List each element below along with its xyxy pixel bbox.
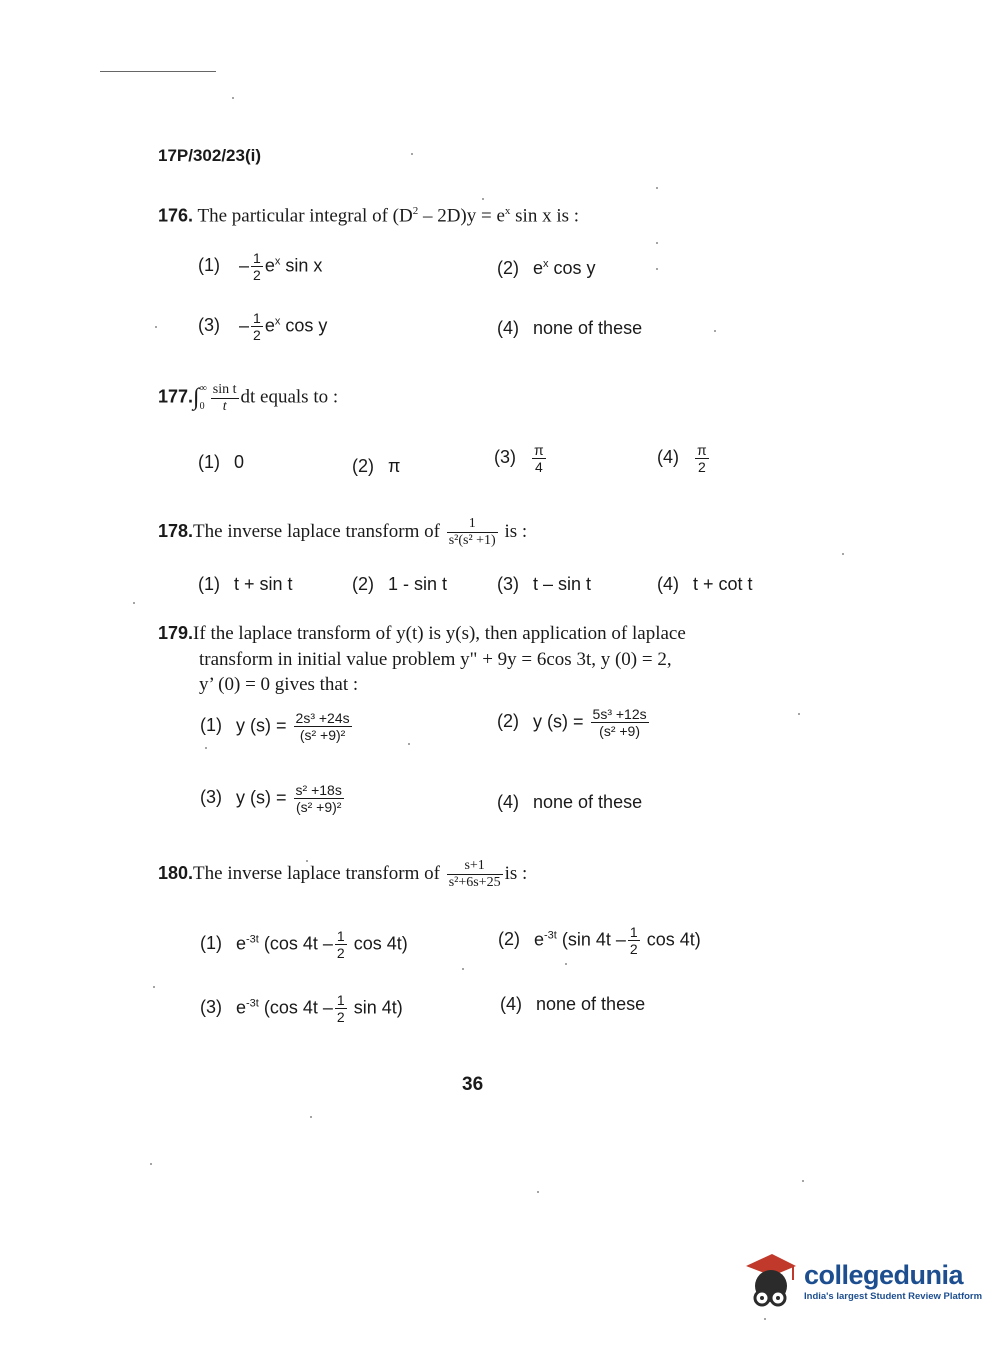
question-number: 178. <box>158 520 194 541</box>
question-176: 176. The particular integral of $(D^2 - 2D)y = e^x$ sin x is : <box>158 205 580 227</box>
option-179-4: (4) none of these <box>497 792 643 812</box>
option-177-4: (4) $\frac{\pi}{2}$ <box>657 442 707 475</box>
option-177-3: (3) $\frac{\pi}{4}$ <box>494 442 544 475</box>
brand-name: collegedunia <box>804 1260 964 1290</box>
option-180-3: (3) $e^{-3t}$ (cos 4t – $\frac{1}{2}$ sin 4t) <box>200 992 403 1025</box>
option-180-4: (4) none of these <box>500 994 646 1014</box>
collegedunia-watermark <box>742 1252 982 1310</box>
question-text: The particular integral of (D <box>197 205 413 227</box>
question-text-line3: y’ (0) = 0 gives that : <box>199 674 359 695</box>
question-number: 177. <box>158 386 194 407</box>
fraction: $\frac{\text{sin t}}{t}$ <box>212 381 237 414</box>
fraction: $\frac{1}{2}$ <box>253 310 261 343</box>
fraction: $\frac{\pi}{2}$ <box>697 442 707 475</box>
option-179-2: (2) y (s) = $\frac{\text{5s³ +12s}}{\text{(s² +9)}}$ <box>497 706 647 739</box>
fraction: $\frac{1}{2}$ <box>629 924 638 957</box>
fraction: $\frac{\pi}{4}$ <box>534 442 544 475</box>
top-rule <box>100 71 216 72</box>
question-text: dt equals to : <box>240 386 339 408</box>
option-179-3: (3) y (s) = $\frac{\text{s² +18s}}{\text{(s² +9)²}}$ <box>200 782 342 815</box>
fraction: $\frac{\text{s² +18s}}{\text{(s² +9)²}}$ <box>295 782 342 815</box>
option-178-2: (2) 1 - sin t <box>352 574 448 594</box>
option-177-2: (2) π <box>352 456 401 476</box>
fraction: $\frac{1}{2}$ <box>253 250 261 283</box>
question-179 <box>158 623 686 645</box>
question-number: 180. <box>158 862 194 883</box>
option-176-4: (4) none of these <box>497 318 643 338</box>
fraction: $\frac{\text{5s³ +12s}}{\text{(s² +9)}}$ <box>592 706 647 739</box>
option-178-4: (4) t + cot t <box>657 574 753 594</box>
question-178: 178.The inverse laplace transform of $\frac{1}{\text{s²(s² +1)}}$ is : <box>158 516 528 548</box>
option-179-1: (1) y (s) = $\frac{\text{2s³ +24s}}{\text{(s² +9)²}}$ <box>200 710 350 743</box>
fraction: $\frac{1}{2}$ <box>336 928 345 961</box>
fraction: $\frac{s+1}{\text{s²+6s+25}}$ <box>448 858 501 890</box>
graduate-mascot-icon <box>742 1252 798 1310</box>
question-text: The inverse laplace transform of <box>193 862 440 884</box>
page-number: 36 <box>462 1074 484 1095</box>
question-text: The inverse laplace transform of <box>193 520 440 542</box>
question-text-line1: If the laplace transform of y(t) is y(s), then application of laplace <box>193 623 686 644</box>
brand-tagline: India's largest Student Review Platform <box>804 1291 983 1302</box>
question-number: 176. <box>158 205 194 226</box>
option-177-1: (1) 0 <box>198 452 245 472</box>
option-180-2: (2) $e^{-3t}$ (sin 4t – $\frac{1}{2}$ cos 4t) <box>498 924 701 957</box>
question-180: 180.The inverse laplace transform of $\frac{s+1}{\text{s²+6s+25}}$ is : <box>158 858 528 890</box>
integral-sign: ∫ <box>193 384 200 411</box>
fraction: $\frac{\text{2s³ +24s}}{\text{(s² +9)²}}$ <box>295 710 350 743</box>
question-number: 179. <box>158 623 194 643</box>
option-178-3: (3) t – sin t <box>497 574 592 594</box>
option-176-2: (2) $e^x$ cos y <box>497 258 596 278</box>
question-177: 177.∫ ∞ 0 $\frac{\text{sin t}}{t}$ dt equals to : <box>158 381 339 414</box>
fraction: $\frac{1}{\text{s²(s² +1)}}$ <box>448 516 496 548</box>
option-180-1: (1) $e^{-3t}$ (cos 4t – $\frac{1}{2}$ cos 4t) <box>200 928 408 961</box>
option-176-1: (1) – $\frac{1}{2}$ $e^x$ sin x <box>198 250 323 283</box>
option-178-1: (1) t + sin t <box>198 574 293 594</box>
paper-code: 17P/302/23(i) <box>158 146 262 165</box>
question-text-line2: transform in initial value problem y" + 9y = 6cos 3t, y (0) = 2, <box>199 649 672 670</box>
fraction: $\frac{1}{2}$ <box>336 992 345 1025</box>
option-176-3: (3) – $\frac{1}{2}$ $e^x$ cos y <box>198 310 328 343</box>
